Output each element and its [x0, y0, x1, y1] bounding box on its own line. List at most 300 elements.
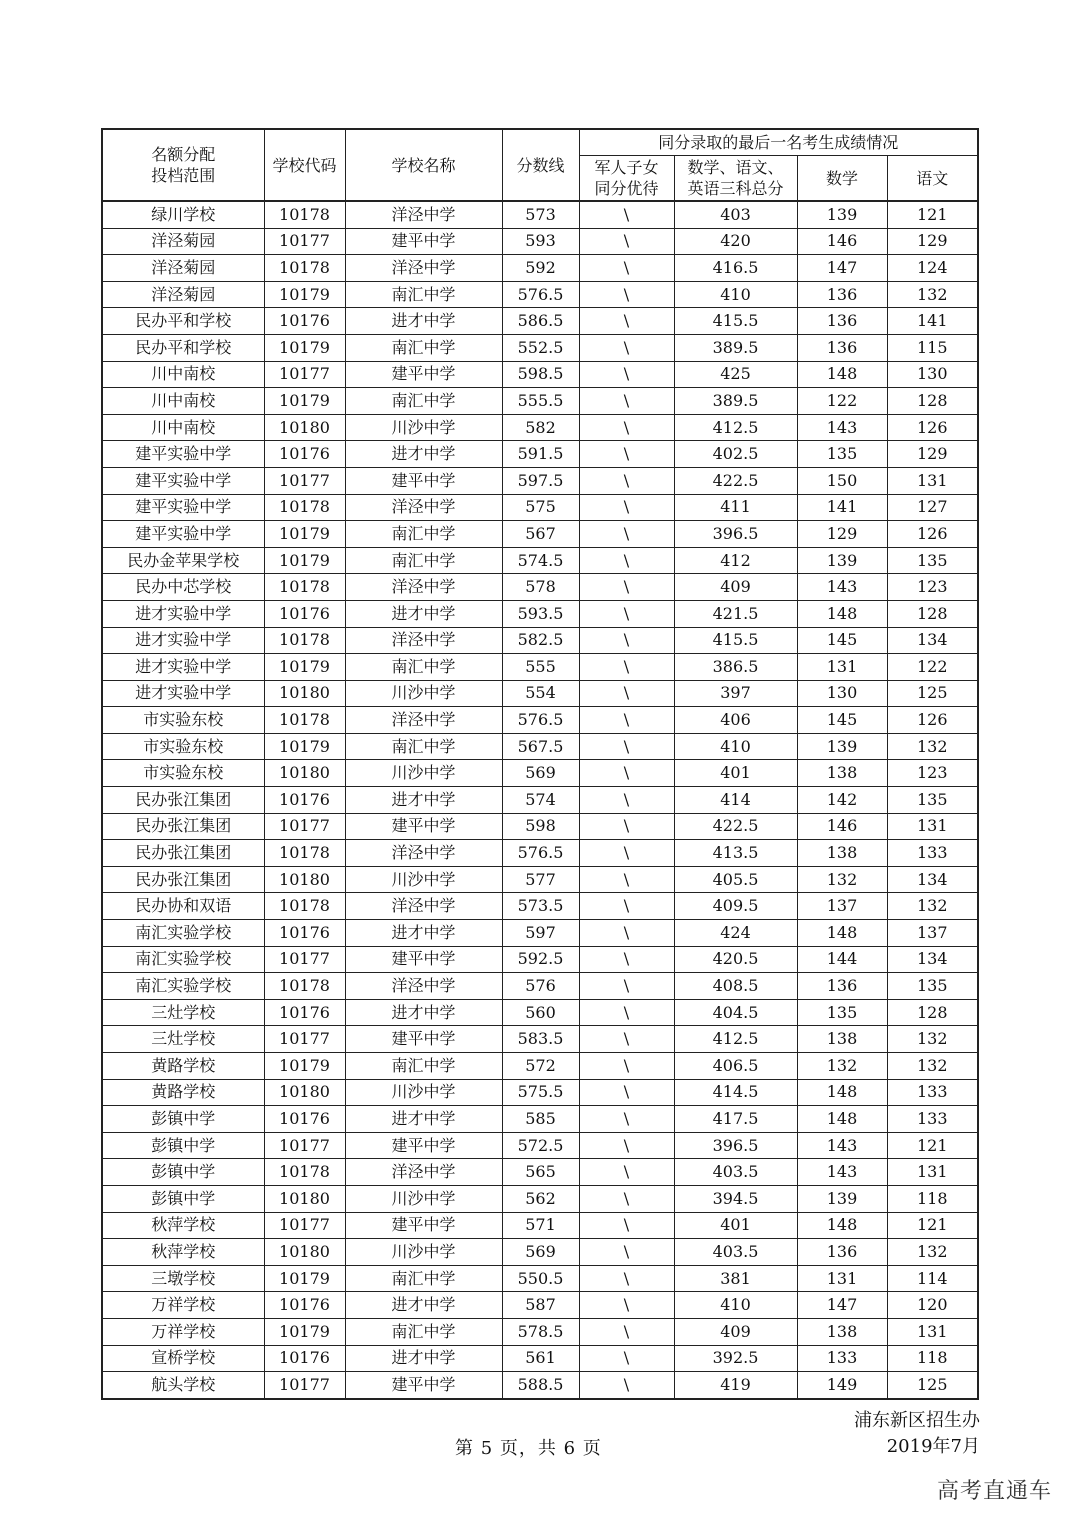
quota-range-cell: 民办协和双语	[102, 893, 264, 920]
table-row	[102, 281, 978, 308]
quota-range-cell: 民办张江集团	[102, 866, 264, 893]
table-row	[102, 893, 978, 920]
table-row	[102, 388, 978, 415]
military-priority-cell: \	[579, 813, 674, 840]
quota-range-cell: 三灶学校	[102, 1026, 264, 1053]
total-score-cell: 425	[674, 361, 797, 388]
school-name-cell: 川沙中学	[345, 1239, 502, 1266]
table-row	[102, 228, 978, 255]
chinese-score-cell: 135	[887, 547, 978, 574]
math-score-cell: 132	[797, 1053, 887, 1080]
table-row	[102, 1106, 978, 1133]
table-row	[102, 414, 978, 441]
military-priority-cell: \	[579, 1159, 674, 1186]
school-name-cell: 进才中学	[345, 1292, 502, 1319]
school-name-cell: 洋泾中学	[345, 707, 502, 734]
total-score-cell: 416.5	[674, 255, 797, 282]
score-line-cell: 598	[502, 813, 579, 840]
school-code-cell: 10177	[264, 228, 345, 255]
quota-range-cell: 进才实验中学	[102, 680, 264, 707]
school-code-cell: 10177	[264, 361, 345, 388]
chinese-score-cell: 128	[887, 388, 978, 415]
chinese-score-cell: 121	[887, 1212, 978, 1239]
header-quota-range	[102, 129, 264, 201]
header-military-priority	[579, 156, 674, 202]
header-military-line2: 同分优待	[594, 179, 659, 198]
school-code-cell: 10178	[264, 893, 345, 920]
total-score-cell: 406.5	[674, 1053, 797, 1080]
school-code-cell: 10177	[264, 1372, 345, 1399]
chinese-score-cell: 127	[887, 494, 978, 521]
watermark-text: 高考直通车	[936, 1479, 1052, 1504]
military-priority-cell: \	[579, 281, 674, 308]
total-score-cell: 389.5	[674, 388, 797, 415]
math-score-cell: 148	[797, 1212, 887, 1239]
chinese-score-cell: 123	[887, 760, 978, 787]
school-name-cell: 建平中学	[345, 813, 502, 840]
header-total-line1: 数学、语文、	[687, 158, 784, 177]
issuer-office: 浦东新区招生办	[854, 1410, 980, 1431]
school-code-cell: 10178	[264, 707, 345, 734]
school-name-cell: 建平中学	[345, 1026, 502, 1053]
quota-range-cell: 建平实验中学	[102, 494, 264, 521]
school-name-cell: 洋泾中学	[345, 201, 502, 228]
score-line-cell: 588.5	[502, 1372, 579, 1399]
score-line-cell: 582	[502, 414, 579, 441]
score-line-cell: 585	[502, 1106, 579, 1133]
table-row	[102, 946, 978, 973]
military-priority-cell: \	[579, 547, 674, 574]
school-name-cell: 川沙中学	[345, 866, 502, 893]
military-priority-cell: \	[579, 521, 674, 548]
math-score-cell: 138	[797, 760, 887, 787]
math-score-cell: 135	[797, 441, 887, 468]
table-row	[102, 627, 978, 654]
total-score-cell: 410	[674, 733, 797, 760]
math-score-cell: 136	[797, 334, 887, 361]
school-code-cell: 10178	[264, 627, 345, 654]
math-score-cell: 139	[797, 733, 887, 760]
header-three-subject-total	[674, 156, 797, 202]
math-score-cell: 148	[797, 600, 887, 627]
military-priority-cell: \	[579, 920, 674, 947]
table-row	[102, 521, 978, 548]
score-line-cell: 574	[502, 787, 579, 814]
table-row	[102, 654, 978, 681]
table-row	[102, 201, 978, 228]
quota-range-cell: 民办张江集团	[102, 787, 264, 814]
chinese-score-cell: 118	[887, 1185, 978, 1212]
score-line-cell: 586.5	[502, 308, 579, 335]
header-military-line1: 军人子女	[594, 158, 659, 177]
total-score-cell: 420.5	[674, 946, 797, 973]
chinese-score-cell: 129	[887, 441, 978, 468]
chinese-score-cell: 115	[887, 334, 978, 361]
total-score-cell: 422.5	[674, 467, 797, 494]
math-score-cell: 142	[797, 787, 887, 814]
table-row	[102, 866, 978, 893]
score-line-cell: 562	[502, 1185, 579, 1212]
math-score-cell: 143	[797, 414, 887, 441]
score-line-cell: 587	[502, 1292, 579, 1319]
table-row	[102, 255, 978, 282]
military-priority-cell: \	[579, 441, 674, 468]
total-score-cell: 403.5	[674, 1239, 797, 1266]
total-score-cell: 412.5	[674, 414, 797, 441]
quota-range-cell: 彭镇中学	[102, 1159, 264, 1186]
score-line-cell: 597.5	[502, 467, 579, 494]
military-priority-cell: \	[579, 334, 674, 361]
math-score-cell: 147	[797, 255, 887, 282]
quota-range-cell: 民办平和学校	[102, 334, 264, 361]
table-row	[102, 1239, 978, 1266]
score-line-cell: 572	[502, 1053, 579, 1080]
score-line-cell: 591.5	[502, 441, 579, 468]
school-name-cell: 川沙中学	[345, 1079, 502, 1106]
table-body	[102, 201, 978, 1399]
quota-range-cell: 航头学校	[102, 1372, 264, 1399]
score-line-cell: 565	[502, 1159, 579, 1186]
chinese-score-cell: 132	[887, 733, 978, 760]
math-score-cell: 147	[797, 1292, 887, 1319]
table-row	[102, 1079, 978, 1106]
header-score-line: 分数线	[502, 129, 579, 201]
math-score-cell: 132	[797, 866, 887, 893]
quota-range-cell: 民办张江集团	[102, 813, 264, 840]
chinese-score-cell: 121	[887, 1132, 978, 1159]
table-row	[102, 361, 978, 388]
school-code-cell: 10180	[264, 760, 345, 787]
table-row	[102, 1318, 978, 1345]
score-line-cell: 567.5	[502, 733, 579, 760]
score-line-cell: 577	[502, 866, 579, 893]
math-score-cell: 137	[797, 893, 887, 920]
military-priority-cell: \	[579, 1212, 674, 1239]
school-code-cell: 10177	[264, 1132, 345, 1159]
chinese-score-cell: 129	[887, 228, 978, 255]
military-priority-cell: \	[579, 467, 674, 494]
total-score-cell: 381	[674, 1265, 797, 1292]
school-name-cell: 南汇中学	[345, 521, 502, 548]
military-priority-cell: \	[579, 308, 674, 335]
quota-range-cell: 绿川学校	[102, 201, 264, 228]
school-name-cell: 进才中学	[345, 1106, 502, 1133]
math-score-cell: 150	[797, 467, 887, 494]
table-row	[102, 494, 978, 521]
school-name-cell: 建平中学	[345, 1212, 502, 1239]
military-priority-cell: \	[579, 1265, 674, 1292]
quota-range-cell: 进才实验中学	[102, 654, 264, 681]
total-score-cell: 410	[674, 1292, 797, 1319]
school-code-cell: 10177	[264, 813, 345, 840]
school-name-cell: 洋泾中学	[345, 255, 502, 282]
chinese-score-cell: 135	[887, 973, 978, 1000]
school-name-cell: 南汇中学	[345, 733, 502, 760]
table-row	[102, 1185, 978, 1212]
score-line-cell: 572.5	[502, 1132, 579, 1159]
total-score-cell: 422.5	[674, 813, 797, 840]
military-priority-cell: \	[579, 733, 674, 760]
military-priority-cell: \	[579, 1292, 674, 1319]
military-priority-cell: \	[579, 1106, 674, 1133]
score-line-cell: 592.5	[502, 946, 579, 973]
school-code-cell: 10180	[264, 866, 345, 893]
table-row	[102, 760, 978, 787]
table-row	[102, 707, 978, 734]
school-name-cell: 洋泾中学	[345, 973, 502, 1000]
school-name-cell: 川沙中学	[345, 1185, 502, 1212]
score-line-cell: 550.5	[502, 1265, 579, 1292]
chinese-score-cell: 121	[887, 201, 978, 228]
math-score-cell: 149	[797, 1372, 887, 1399]
total-score-cell: 389.5	[674, 334, 797, 361]
quota-range-cell: 进才实验中学	[102, 600, 264, 627]
total-score-cell: 419	[674, 1372, 797, 1399]
score-line-cell: 593	[502, 228, 579, 255]
total-score-cell: 420	[674, 228, 797, 255]
chinese-score-cell: 128	[887, 600, 978, 627]
math-score-cell: 138	[797, 840, 887, 867]
military-priority-cell: \	[579, 654, 674, 681]
total-score-cell: 401	[674, 1212, 797, 1239]
school-name-cell: 进才中学	[345, 600, 502, 627]
total-score-cell: 414	[674, 787, 797, 814]
school-code-cell: 10178	[264, 1159, 345, 1186]
score-line-cell: 598.5	[502, 361, 579, 388]
school-code-cell: 10176	[264, 1106, 345, 1133]
quota-range-cell: 黄路学校	[102, 1053, 264, 1080]
chinese-score-cell: 134	[887, 946, 978, 973]
score-line-cell: 554	[502, 680, 579, 707]
header-math: 数学	[797, 156, 887, 202]
total-score-cell: 424	[674, 920, 797, 947]
score-line-cell: 555	[502, 654, 579, 681]
quota-range-cell: 民办张江集团	[102, 840, 264, 867]
total-score-cell: 403	[674, 201, 797, 228]
school-name-cell: 南汇中学	[345, 1265, 502, 1292]
school-code-cell: 10180	[264, 1239, 345, 1266]
math-score-cell: 131	[797, 654, 887, 681]
school-code-cell: 10179	[264, 1265, 345, 1292]
military-priority-cell: \	[579, 680, 674, 707]
score-line-cell: 576.5	[502, 840, 579, 867]
school-code-cell: 10178	[264, 255, 345, 282]
score-line-cell: 569	[502, 1239, 579, 1266]
school-name-cell: 进才中学	[345, 787, 502, 814]
score-line-cell: 576.5	[502, 281, 579, 308]
chinese-score-cell: 135	[887, 787, 978, 814]
military-priority-cell: \	[579, 1079, 674, 1106]
math-score-cell: 141	[797, 494, 887, 521]
math-score-cell: 143	[797, 1159, 887, 1186]
score-line-cell: 574.5	[502, 547, 579, 574]
page-number: 第 5 页，共 6 页	[455, 1438, 602, 1459]
school-name-cell: 建平中学	[345, 1132, 502, 1159]
military-priority-cell: \	[579, 707, 674, 734]
school-name-cell: 洋泾中学	[345, 627, 502, 654]
military-priority-cell: \	[579, 414, 674, 441]
score-line-cell: 567	[502, 521, 579, 548]
school-code-cell: 10176	[264, 441, 345, 468]
total-score-cell: 396.5	[674, 1132, 797, 1159]
math-score-cell: 145	[797, 627, 887, 654]
table-row	[102, 1265, 978, 1292]
school-name-cell: 南汇中学	[345, 1053, 502, 1080]
math-score-cell: 136	[797, 973, 887, 1000]
chinese-score-cell: 130	[887, 361, 978, 388]
table-row	[102, 920, 978, 947]
military-priority-cell: \	[579, 999, 674, 1026]
total-score-cell: 421.5	[674, 600, 797, 627]
chinese-score-cell: 128	[887, 999, 978, 1026]
school-name-cell: 进才中学	[345, 920, 502, 947]
school-name-cell: 南汇中学	[345, 547, 502, 574]
score-line-cell: 576.5	[502, 707, 579, 734]
score-line-cell: 576	[502, 973, 579, 1000]
total-score-cell: 412	[674, 547, 797, 574]
table-row	[102, 467, 978, 494]
chinese-score-cell: 134	[887, 627, 978, 654]
header-quota-range-line1: 名额分配	[151, 145, 216, 164]
school-name-cell: 川沙中学	[345, 760, 502, 787]
school-code-cell: 10176	[264, 1292, 345, 1319]
military-priority-cell: \	[579, 1318, 674, 1345]
math-score-cell: 148	[797, 920, 887, 947]
quota-range-cell: 南汇实验学校	[102, 920, 264, 947]
chinese-score-cell: 114	[887, 1265, 978, 1292]
school-code-cell: 10179	[264, 388, 345, 415]
school-name-cell: 川沙中学	[345, 414, 502, 441]
school-code-cell: 10179	[264, 547, 345, 574]
military-priority-cell: \	[579, 201, 674, 228]
school-code-cell: 10179	[264, 733, 345, 760]
military-priority-cell: \	[579, 893, 674, 920]
military-priority-cell: \	[579, 760, 674, 787]
total-score-cell: 394.5	[674, 1185, 797, 1212]
quota-range-cell: 三灶学校	[102, 999, 264, 1026]
chinese-score-cell: 131	[887, 813, 978, 840]
table-row	[102, 1345, 978, 1372]
school-code-cell: 10177	[264, 467, 345, 494]
quota-range-cell: 市实验东校	[102, 760, 264, 787]
math-score-cell: 138	[797, 1318, 887, 1345]
total-score-cell: 410	[674, 281, 797, 308]
table-row	[102, 441, 978, 468]
table-row	[102, 813, 978, 840]
school-code-cell: 10177	[264, 946, 345, 973]
math-score-cell: 136	[797, 281, 887, 308]
total-score-cell: 409	[674, 574, 797, 601]
header-quota-range-line2: 投档范围	[151, 166, 216, 185]
school-name-cell: 进才中学	[345, 999, 502, 1026]
score-line-cell: 578	[502, 574, 579, 601]
chinese-score-cell: 125	[887, 680, 978, 707]
school-code-cell: 10176	[264, 920, 345, 947]
quota-range-cell: 彭镇中学	[102, 1106, 264, 1133]
chinese-score-cell: 123	[887, 574, 978, 601]
quota-range-cell: 民办平和学校	[102, 308, 264, 335]
total-score-cell: 417.5	[674, 1106, 797, 1133]
military-priority-cell: \	[579, 1239, 674, 1266]
math-score-cell: 146	[797, 228, 887, 255]
chinese-score-cell: 131	[887, 1318, 978, 1345]
school-code-cell: 10178	[264, 973, 345, 1000]
math-score-cell: 138	[797, 1026, 887, 1053]
issuer-block	[854, 1408, 980, 1460]
total-score-cell: 415.5	[674, 308, 797, 335]
score-line-cell: 573.5	[502, 893, 579, 920]
school-name-cell: 南汇中学	[345, 334, 502, 361]
military-priority-cell: \	[579, 361, 674, 388]
quota-range-cell: 万祥学校	[102, 1292, 264, 1319]
military-priority-cell: \	[579, 866, 674, 893]
chinese-score-cell: 134	[887, 866, 978, 893]
school-code-cell: 10179	[264, 1318, 345, 1345]
quota-range-cell: 建平实验中学	[102, 521, 264, 548]
school-name-cell: 建平中学	[345, 946, 502, 973]
school-name-cell: 洋泾中学	[345, 1159, 502, 1186]
table-row	[102, 574, 978, 601]
quota-range-cell: 建平实验中学	[102, 467, 264, 494]
school-code-cell: 10176	[264, 1345, 345, 1372]
score-line-cell: 569	[502, 760, 579, 787]
table-row	[102, 1132, 978, 1159]
school-name-cell: 洋泾中学	[345, 574, 502, 601]
chinese-score-cell: 125	[887, 1372, 978, 1399]
total-score-cell: 392.5	[674, 1345, 797, 1372]
school-name-cell: 建平中学	[345, 1372, 502, 1399]
math-score-cell: 148	[797, 1079, 887, 1106]
total-score-cell: 411	[674, 494, 797, 521]
issue-date: 2019年7月	[886, 1436, 980, 1457]
total-score-cell: 415.5	[674, 627, 797, 654]
table-row	[102, 1159, 978, 1186]
chinese-score-cell: 131	[887, 467, 978, 494]
math-score-cell: 146	[797, 813, 887, 840]
military-priority-cell: \	[579, 840, 674, 867]
school-code-cell: 10178	[264, 840, 345, 867]
chinese-score-cell: 132	[887, 1239, 978, 1266]
table-row	[102, 1372, 978, 1399]
military-priority-cell: \	[579, 600, 674, 627]
military-priority-cell: \	[579, 1026, 674, 1053]
total-score-cell: 402.5	[674, 441, 797, 468]
quota-range-cell: 三墩学校	[102, 1265, 264, 1292]
quota-range-cell: 市实验东校	[102, 733, 264, 760]
table-row	[102, 308, 978, 335]
quota-range-cell: 万祥学校	[102, 1318, 264, 1345]
score-line-cell: 560	[502, 999, 579, 1026]
school-name-cell: 建平中学	[345, 228, 502, 255]
quota-range-cell: 南汇实验学校	[102, 973, 264, 1000]
total-score-cell: 414.5	[674, 1079, 797, 1106]
quota-range-cell: 川中南校	[102, 388, 264, 415]
chinese-score-cell: 132	[887, 893, 978, 920]
score-line-cell: 593.5	[502, 600, 579, 627]
quota-range-cell: 秋萍学校	[102, 1239, 264, 1266]
table-row	[102, 999, 978, 1026]
school-code-cell: 10176	[264, 308, 345, 335]
table-row	[102, 334, 978, 361]
chinese-score-cell: 131	[887, 1159, 978, 1186]
total-score-cell: 396.5	[674, 521, 797, 548]
school-code-cell: 10180	[264, 1079, 345, 1106]
math-score-cell: 136	[797, 1239, 887, 1266]
table-row	[102, 600, 978, 627]
math-score-cell: 139	[797, 1185, 887, 1212]
math-score-cell: 129	[797, 521, 887, 548]
school-code-cell: 10179	[264, 654, 345, 681]
